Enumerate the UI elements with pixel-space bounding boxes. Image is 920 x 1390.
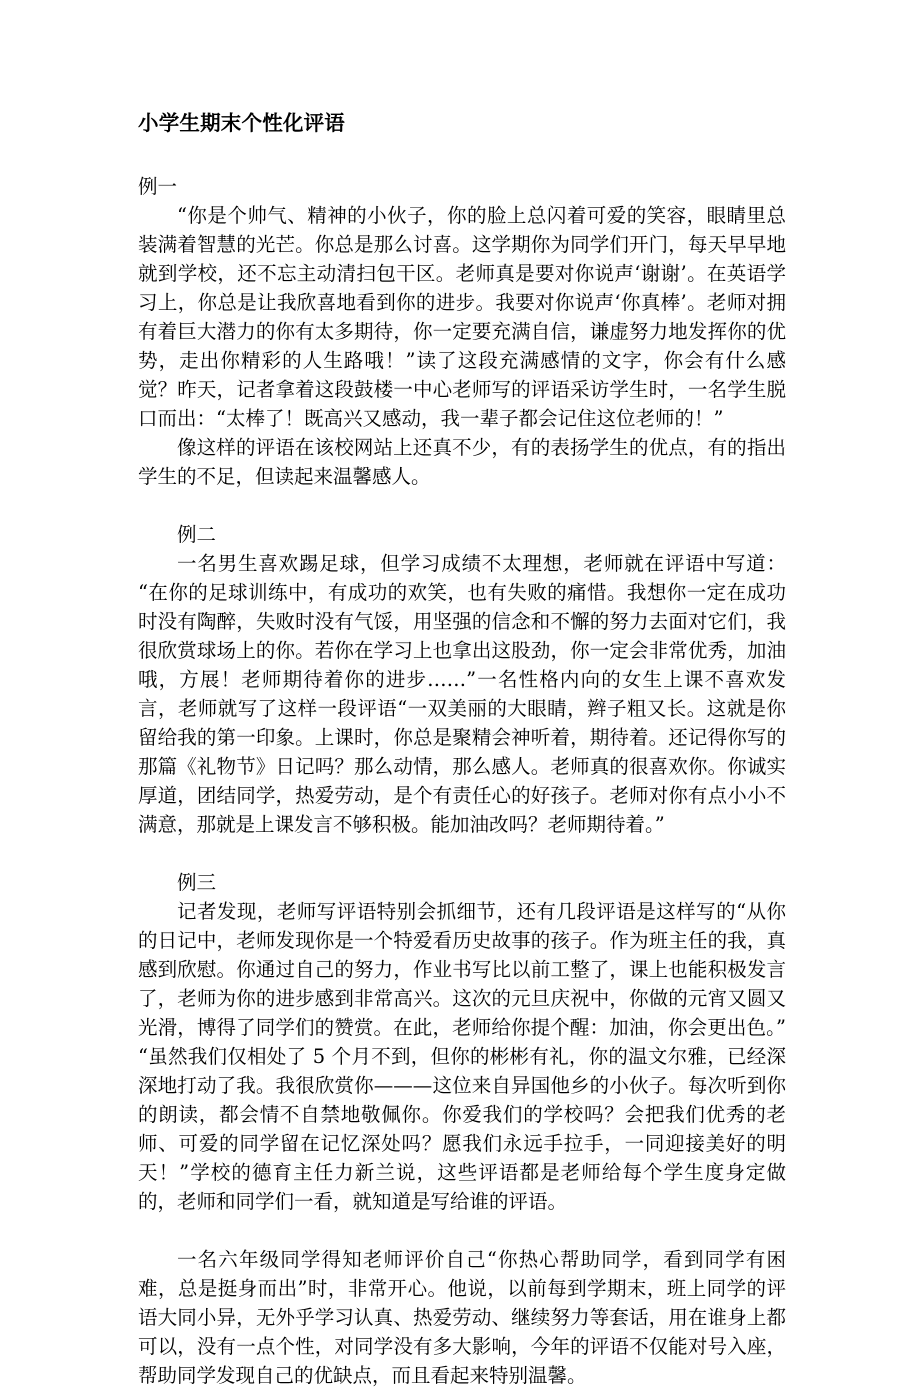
title-spacer xyxy=(138,138,786,172)
section-heading: 例一 xyxy=(138,175,178,198)
body-paragraph: 一名男生喜欢踢足球，但学习成绩不太理想，老师就在评语中写道：“在你的足球训练中，有成功的欢笑，也有失败的痛惜。我想你一定在成功时没有陶醉，失败时没有气馁，用坚强的信念和不懈的努力去面对它们，我很欣赏球场上的你。若你在学习上也拿出这股劲，你一定会非常优秀，加油哦，方展！老师期待着你的进步……”一名性格内向的女生上课不喜欢发言，老师就写了这样一段评语“一双美丽的大眼睛，辫子粗又长。这就是你留给我的第一印象。上课时，你总是聚精会神听着，期待着。还记得你写的那篇《礼物节》日记吗？那么动情，那么感人。老师真的很喜欢你。你诚实厚道，团结同学，热爱劳动，是个有责任心的好孩子。老师对你有点小小不满意，那就是上课发言不够积极。能加油改吗？老师期待着。” xyxy=(138,552,786,836)
body-paragraph: 一名六年级同学得知老师评价自己“你热心帮助同学，看到同学有困难，总是挺身而出”时，非常开心。他说，以前每到学期末，班上同学的评语大同小异，无外乎学习认真、热爱劳动、继续努力等套话，用在谁身上都可以，没有一点个性，对同学没有多大影响，今年的评语不仅能对号入座，帮助同学发现自己的优缺点，而且看起来特别温馨。 xyxy=(138,1248,786,1387)
block-spacer xyxy=(138,491,786,520)
body-paragraph: “你是个帅气、精神的小伙子，你的脸上总闪着可爱的笑容，眼睛里总装满着智慧的光芒。你总是那么讨喜。这学期你为同学们开门，每天早早地就到学校，还不忘主动清扫包干区。老师真是要对你说声‘谢谢’。在英语学习上，你总是让我欣喜地看到你的进步。我要对你说声‘你真棒’。老师对拥有着巨大潜力的你有太多期待，你一定要充满自信，谦虚努力地发挥你的优势，走出你精彩的人生路哦！”读了这段充满感情的文字，你会有什么感觉？昨天，记者拿着这段鼓楼一中心老师写的评语采访学生时，一名学生脱口而出：“太棒了！既高兴又感动，我一辈子都会记住这位老师的！” xyxy=(138,204,786,430)
page-title: 小学生期末个性化评语 xyxy=(138,111,345,135)
block-spacer xyxy=(138,839,786,868)
section-heading: 例二 xyxy=(177,523,217,546)
block-spacer xyxy=(138,1216,786,1245)
document-body xyxy=(138,108,786,1390)
body-paragraph: 像这样的评语在该校网站上还真不少，有的表扬学生的优点，有的指出学生的不足，但读起来温馨感人。 xyxy=(138,436,786,488)
body-paragraph: 记者发现，老师写评语特别会抓细节，还有几段评语是这样写的“从你的日记中，老师发现你是一个特爱看历史故事的孩子。作为班主任的我，真感到欣慰。你通过自己的努力，作业书写比以前工整了，课上也能积极发言了，老师为你的进步感到非常高兴。这次的元旦庆祝中，你做的元宵又圆又光滑，博得了同学们的赞赏。在此，老师给你提个醒：加油，你会更出色。”“虽然我们仅相处了 5 个月不到，但你的彬彬有礼，你的温文尔雅，已经深深地打动了我。我很欣赏你———这位来自异国他乡的小伙子。每次听到你的朗读，都会情不自禁地敬佩你。你爱我们的学校吗？会把我们优秀的老师、可爱的同学留在记忆深处吗？愿我们永远手拉手，一同迎接美好的明天！”学校的德育主任力新兰说，这些评语都是老师给每个学生度身定做的，老师和同学们一看，就知道是写给谁的评语。 xyxy=(138,900,786,1213)
paragraph-list xyxy=(138,172,786,1390)
section-heading: 例三 xyxy=(177,871,217,894)
